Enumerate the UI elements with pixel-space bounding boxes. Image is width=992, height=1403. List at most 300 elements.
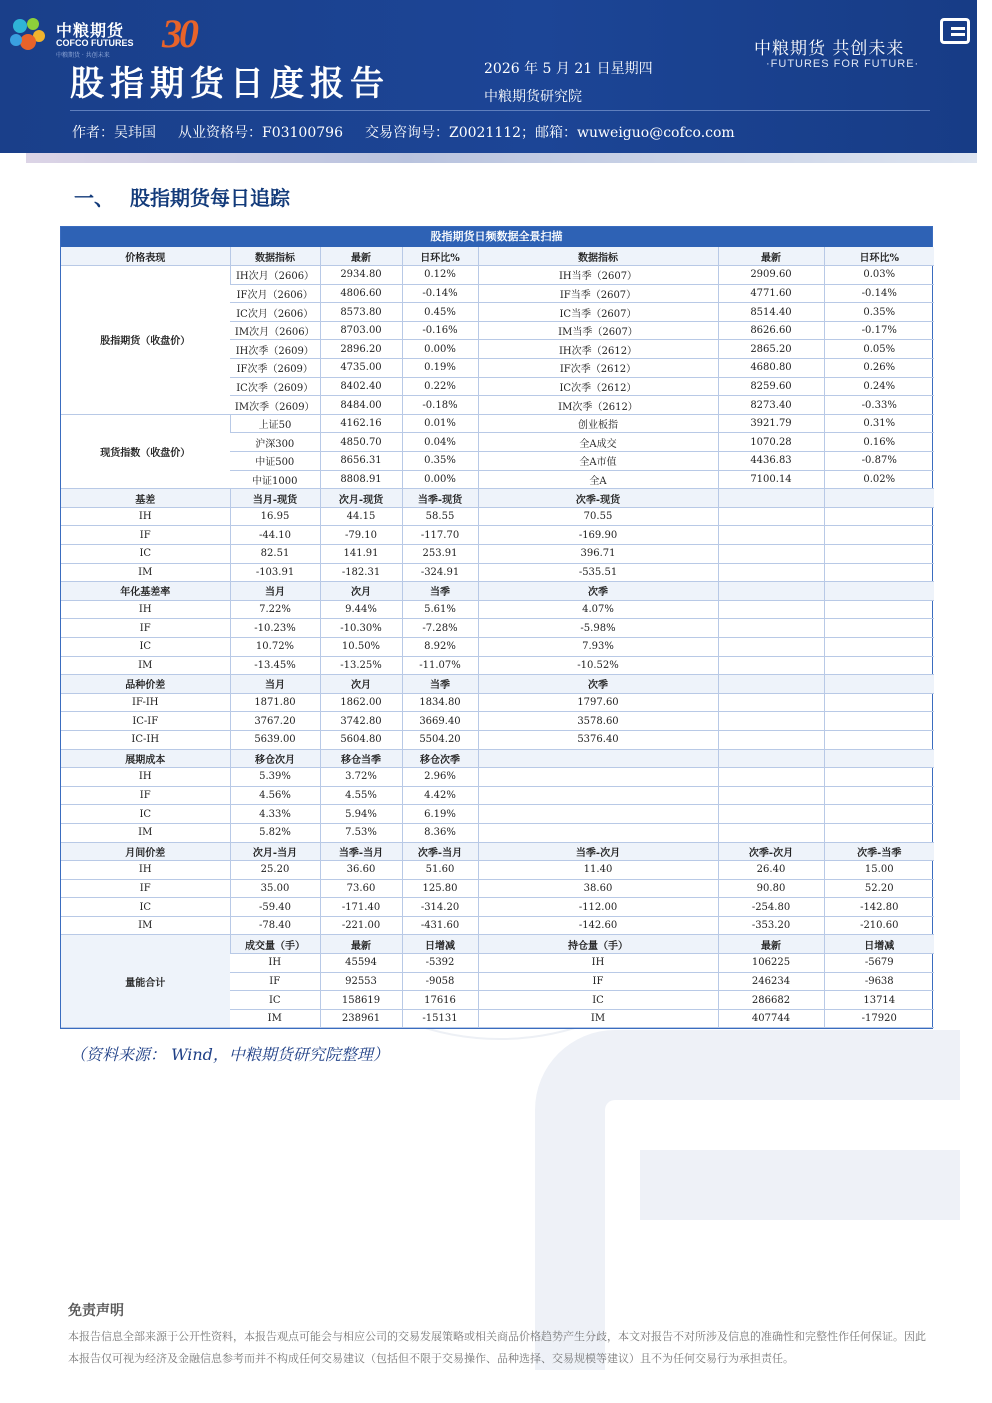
table-cell: -221.00 bbox=[320, 916, 402, 935]
table-cell: IM当季（2607） bbox=[478, 321, 718, 340]
table-cell: 0.19% bbox=[402, 359, 478, 378]
column-header: 最新 bbox=[718, 935, 824, 954]
table-row bbox=[61, 842, 934, 861]
table-cell: IF bbox=[61, 526, 230, 545]
group-label: 月间价差 bbox=[61, 842, 230, 861]
table-cell: 8514.40 bbox=[718, 303, 824, 322]
table-cell: 253.91 bbox=[402, 545, 478, 564]
table-cell: IC-IF bbox=[61, 712, 230, 731]
table-cell: 2865.20 bbox=[718, 340, 824, 359]
table-cell: 全A bbox=[478, 470, 718, 489]
table-row bbox=[61, 619, 934, 638]
section-title: 股指期货每日追踪 bbox=[130, 186, 290, 210]
table-cell: -0.33% bbox=[824, 396, 934, 415]
table-cell: IM bbox=[61, 916, 230, 935]
table-cell: 0.12% bbox=[402, 266, 478, 285]
table-cell: 7.22% bbox=[230, 600, 320, 619]
table-cell: -353.20 bbox=[718, 916, 824, 935]
column-header: 移仓当季 bbox=[320, 749, 402, 768]
table-cell: 25.20 bbox=[230, 861, 320, 880]
group-label: 年化基差率 bbox=[61, 582, 230, 601]
column-header: 次季 bbox=[478, 675, 718, 694]
column-header: 持仓量（手） bbox=[478, 935, 718, 954]
table-row bbox=[61, 916, 934, 935]
table-cell: 44.15 bbox=[320, 507, 402, 526]
table-cell: 8484.00 bbox=[320, 396, 402, 415]
table-cell: 2.96% bbox=[402, 768, 478, 787]
table-cell: 26.40 bbox=[718, 861, 824, 880]
table-cell: IH bbox=[230, 954, 320, 973]
empty-cell bbox=[718, 526, 824, 545]
table-cell: IF当季（2607） bbox=[478, 284, 718, 303]
column-header: 移仓次季 bbox=[402, 749, 478, 768]
empty-cell bbox=[718, 563, 824, 582]
column-header: 当季 bbox=[402, 675, 478, 694]
column-header: 当季-次月 bbox=[478, 842, 718, 861]
column-header: 价格表现 bbox=[61, 247, 230, 266]
table-cell: IF-IH bbox=[61, 693, 230, 712]
table-cell: 52.20 bbox=[824, 879, 934, 898]
data-table bbox=[60, 226, 933, 1029]
table-row bbox=[61, 786, 934, 805]
table-cell: 238961 bbox=[320, 1009, 402, 1028]
table-cell: -13.45% bbox=[230, 656, 320, 675]
table-cell: -210.60 bbox=[824, 916, 934, 935]
table-cell: 0.03% bbox=[824, 266, 934, 285]
table-cell: -5.98% bbox=[478, 619, 718, 638]
table-cell: -17920 bbox=[824, 1009, 934, 1028]
table-cell: 上证50 bbox=[230, 414, 320, 433]
slogan-cn: 中粮期货 共创未来 bbox=[754, 39, 905, 59]
table-cell: 13714 bbox=[824, 991, 934, 1010]
table-cell: 0.04% bbox=[402, 433, 478, 452]
table-cell: -79.10 bbox=[320, 526, 402, 545]
data-source-note: （资料来源： Wind，中粮期货研究院整理） bbox=[70, 1045, 389, 1064]
group-label: 展期成本 bbox=[61, 749, 230, 768]
table-cell: 1871.80 bbox=[230, 693, 320, 712]
table-cell: IC次季（2612） bbox=[478, 377, 718, 396]
table-cell: -5392 bbox=[402, 954, 478, 973]
table-cell: 5604.80 bbox=[320, 730, 402, 749]
slogan-en: ·FUTURES FOR FUTURE· bbox=[766, 58, 920, 70]
report-date: 2026 年 5 月 21 日星期四 bbox=[484, 61, 653, 77]
table-cell: -11.07% bbox=[402, 656, 478, 675]
empty-cell bbox=[824, 712, 934, 731]
empty-cell bbox=[824, 563, 934, 582]
table-cell: 1862.00 bbox=[320, 693, 402, 712]
author-name: 作者：吴玮国 bbox=[72, 125, 156, 141]
table-cell: 7100.14 bbox=[718, 470, 824, 489]
column-header: 次月-当月 bbox=[230, 842, 320, 861]
table-cell: -0.17% bbox=[824, 321, 934, 340]
empty-cell bbox=[718, 693, 824, 712]
table-cell: 246234 bbox=[718, 972, 824, 991]
table-cell: IH bbox=[61, 600, 230, 619]
section-number: 一、 bbox=[74, 186, 114, 210]
table-cell: 45594 bbox=[320, 954, 402, 973]
table-row bbox=[61, 675, 934, 694]
table-cell: 1797.60 bbox=[478, 693, 718, 712]
table-cell: IH当季（2607） bbox=[478, 266, 718, 285]
group-label: 现货指数（收盘价） bbox=[61, 414, 230, 488]
header-photo-strip bbox=[26, 153, 977, 163]
column-header: 当季 bbox=[402, 582, 478, 601]
table-row bbox=[61, 693, 934, 712]
table-cell: IC bbox=[230, 991, 320, 1010]
table-row bbox=[61, 266, 934, 285]
table-row bbox=[61, 861, 934, 880]
table-row bbox=[61, 898, 934, 917]
table-cell: -7.28% bbox=[402, 619, 478, 638]
table-row bbox=[61, 637, 934, 656]
empty-cell bbox=[824, 805, 934, 824]
table-cell: 8573.80 bbox=[320, 303, 402, 322]
empty-cell bbox=[718, 507, 824, 526]
empty-cell bbox=[824, 768, 934, 787]
empty-cell bbox=[824, 693, 934, 712]
table-cell: -112.00 bbox=[478, 898, 718, 917]
table-cell: 5504.20 bbox=[402, 730, 478, 749]
column-header: 次月-现货 bbox=[320, 489, 402, 508]
table-cell: -117.70 bbox=[402, 526, 478, 545]
table-cell: IM bbox=[61, 823, 230, 842]
table-row bbox=[61, 526, 934, 545]
group-label: 股指期货（收盘价） bbox=[61, 266, 230, 415]
qualification-number: 从业资格号：F03100796 bbox=[178, 125, 343, 141]
column-header: 当月-现货 bbox=[230, 489, 320, 508]
table-cell: 2909.60 bbox=[718, 266, 824, 285]
consult-and-email: 交易咨询号：Z0021112；邮箱：wuweiguo@cofco.com bbox=[364, 125, 735, 141]
data-grid bbox=[61, 247, 934, 1028]
table-cell: IC-IH bbox=[61, 730, 230, 749]
table-cell: -254.80 bbox=[718, 898, 824, 917]
table-cell: 16.95 bbox=[230, 507, 320, 526]
table-cell: 3742.80 bbox=[320, 712, 402, 731]
table-cell: IM bbox=[230, 1009, 320, 1028]
table-cell: 6.19% bbox=[402, 805, 478, 824]
table-cell: -13.25% bbox=[320, 656, 402, 675]
table-cell: -431.60 bbox=[402, 916, 478, 935]
table-cell: -169.90 bbox=[478, 526, 718, 545]
table-cell: 3767.20 bbox=[230, 712, 320, 731]
empty-cell bbox=[478, 786, 718, 805]
table-cell: -78.40 bbox=[230, 916, 320, 935]
column-header: 日增减 bbox=[824, 935, 934, 954]
table-cell: -314.20 bbox=[402, 898, 478, 917]
table-cell: 4162.16 bbox=[320, 414, 402, 433]
table-cell: 4.33% bbox=[230, 805, 320, 824]
table-cell: 全A市值 bbox=[478, 452, 718, 471]
table-cell: 38.60 bbox=[478, 879, 718, 898]
table-cell: 0.22% bbox=[402, 377, 478, 396]
table-cell: 沪深300 bbox=[230, 433, 320, 452]
empty-cell bbox=[718, 489, 824, 508]
table-cell: 5.94% bbox=[320, 805, 402, 824]
table-cell: 51.60 bbox=[402, 861, 478, 880]
table-cell: IF次月（2606） bbox=[230, 284, 320, 303]
table-row bbox=[61, 600, 934, 619]
table-row bbox=[61, 563, 934, 582]
table-cell: 0.45% bbox=[402, 303, 478, 322]
table-cell: 0.02% bbox=[824, 470, 934, 489]
column-header: 成交量（手） bbox=[230, 935, 320, 954]
table-cell: IF bbox=[61, 879, 230, 898]
table-cell: 158619 bbox=[320, 991, 402, 1010]
table-cell: 8656.31 bbox=[320, 452, 402, 471]
table-cell: IF次季（2612） bbox=[478, 359, 718, 378]
empty-cell bbox=[718, 768, 824, 787]
column-header: 当月 bbox=[230, 675, 320, 694]
table-cell: IH bbox=[61, 768, 230, 787]
table-cell: IC bbox=[61, 805, 230, 824]
table-cell: IM bbox=[478, 1009, 718, 1028]
table-cell: 全A成交 bbox=[478, 433, 718, 452]
table-cell: IH bbox=[478, 954, 718, 973]
table-cell: 8703.00 bbox=[320, 321, 402, 340]
table-cell: IM bbox=[61, 656, 230, 675]
table-cell: 4.55% bbox=[320, 786, 402, 805]
empty-cell bbox=[718, 545, 824, 564]
column-header: 日环比% bbox=[824, 247, 934, 266]
table-cell: -0.87% bbox=[824, 452, 934, 471]
column-header: 次季-当月 bbox=[402, 842, 478, 861]
cofco-logo-icon bbox=[8, 16, 48, 54]
table-row bbox=[61, 749, 934, 768]
table-cell: 5.82% bbox=[230, 823, 320, 842]
table-cell: IH bbox=[61, 861, 230, 880]
table-cell: IC bbox=[61, 545, 230, 564]
table-cell: 4850.70 bbox=[320, 433, 402, 452]
table-cell: 4.56% bbox=[230, 786, 320, 805]
table-row bbox=[61, 414, 934, 433]
table-cell: 10.50% bbox=[320, 637, 402, 656]
table-cell: IH bbox=[61, 507, 230, 526]
report-header bbox=[0, 0, 977, 153]
table-cell: 5.39% bbox=[230, 768, 320, 787]
table-cell: 92553 bbox=[320, 972, 402, 991]
table-cell: IC次季（2609） bbox=[230, 377, 320, 396]
empty-cell bbox=[718, 675, 824, 694]
table-cell: -0.14% bbox=[402, 284, 478, 303]
empty-cell bbox=[478, 823, 718, 842]
logo-en-text: COFCO FUTURES bbox=[56, 38, 134, 48]
table-cell: 0.05% bbox=[824, 340, 934, 359]
table-cell: 0.35% bbox=[824, 303, 934, 322]
column-header: 次季 bbox=[478, 582, 718, 601]
table-cell: -59.40 bbox=[230, 898, 320, 917]
table-cell: 0.01% bbox=[402, 414, 478, 433]
table-cell: 8259.60 bbox=[718, 377, 824, 396]
empty-cell bbox=[718, 600, 824, 619]
table-row bbox=[61, 545, 934, 564]
table-cell: 3.72% bbox=[320, 768, 402, 787]
empty-cell bbox=[718, 823, 824, 842]
table-cell: 0.00% bbox=[402, 470, 478, 489]
table-cell: 4735.00 bbox=[320, 359, 402, 378]
table-cell: 0.16% bbox=[824, 433, 934, 452]
empty-cell bbox=[718, 805, 824, 824]
table-cell: 82.51 bbox=[230, 545, 320, 564]
table-cell: 15.00 bbox=[824, 861, 934, 880]
empty-cell bbox=[824, 786, 934, 805]
table-cell: 5376.40 bbox=[478, 730, 718, 749]
table-cell: 4806.60 bbox=[320, 284, 402, 303]
table-cell: IC当季（2607） bbox=[478, 303, 718, 322]
column-header: 移仓次月 bbox=[230, 749, 320, 768]
table-cell: 73.60 bbox=[320, 879, 402, 898]
table-cell: 4680.80 bbox=[718, 359, 824, 378]
table-title: 股指期货日频数据全景扫描 bbox=[61, 227, 932, 247]
empty-cell bbox=[824, 582, 934, 601]
table-cell: -0.14% bbox=[824, 284, 934, 303]
column-header: 数据指标 bbox=[478, 247, 718, 266]
table-cell: 4.07% bbox=[478, 600, 718, 619]
table-cell: -142.80 bbox=[824, 898, 934, 917]
table-cell: 2896.20 bbox=[320, 340, 402, 359]
table-cell: 10.72% bbox=[230, 637, 320, 656]
table-cell: 90.80 bbox=[718, 879, 824, 898]
table-cell: -9638 bbox=[824, 972, 934, 991]
table-cell: 0.31% bbox=[824, 414, 934, 433]
empty-cell bbox=[824, 526, 934, 545]
table-cell: 0.35% bbox=[402, 452, 478, 471]
table-cell: 35.00 bbox=[230, 879, 320, 898]
table-cell: 8626.60 bbox=[718, 321, 824, 340]
empty-cell bbox=[824, 675, 934, 694]
table-cell: IM次季（2609） bbox=[230, 396, 320, 415]
table-cell: 1070.28 bbox=[718, 433, 824, 452]
table-cell: -142.60 bbox=[478, 916, 718, 935]
table-cell: 4.42% bbox=[402, 786, 478, 805]
table-cell: IC bbox=[478, 991, 718, 1010]
watermark-logo-bar bbox=[640, 1150, 960, 1220]
column-header: 次月 bbox=[320, 582, 402, 601]
table-row bbox=[61, 935, 934, 954]
table-cell: 中证500 bbox=[230, 452, 320, 471]
table-cell: 7.93% bbox=[478, 637, 718, 656]
table-cell: IH次季（2609） bbox=[230, 340, 320, 359]
empty-cell bbox=[718, 730, 824, 749]
table-cell: IF次季（2609） bbox=[230, 359, 320, 378]
empty-cell bbox=[824, 730, 934, 749]
table-row bbox=[61, 247, 934, 266]
table-cell: IF bbox=[61, 786, 230, 805]
empty-cell bbox=[824, 619, 934, 638]
anniversary-number: 30 bbox=[162, 11, 196, 56]
table-row bbox=[61, 656, 934, 675]
table-row bbox=[61, 730, 934, 749]
column-header: 日增减 bbox=[402, 935, 478, 954]
table-cell: 0.24% bbox=[824, 377, 934, 396]
column-header: 次季-次月 bbox=[718, 842, 824, 861]
table-cell: IM次季（2612） bbox=[478, 396, 718, 415]
table-row bbox=[61, 879, 934, 898]
table-cell: 17616 bbox=[402, 991, 478, 1010]
table-cell: IH次月（2606） bbox=[230, 266, 320, 285]
table-cell: 8.92% bbox=[402, 637, 478, 656]
table-cell: 8273.40 bbox=[718, 396, 824, 415]
table-cell: -10.30% bbox=[320, 619, 402, 638]
institute-name: 中粮期货研究院 bbox=[484, 89, 582, 105]
table-cell: 36.60 bbox=[320, 861, 402, 880]
table-cell: -171.40 bbox=[320, 898, 402, 917]
table-cell: -103.91 bbox=[230, 563, 320, 582]
empty-cell bbox=[824, 507, 934, 526]
logo-small-slogan: 中粮期货 · 共创未来 bbox=[56, 52, 110, 59]
table-cell: 8.36% bbox=[402, 823, 478, 842]
table-cell: IC bbox=[61, 898, 230, 917]
table-cell: IM bbox=[61, 563, 230, 582]
table-row bbox=[61, 507, 934, 526]
header-divider bbox=[70, 110, 930, 111]
table-cell: 125.80 bbox=[402, 879, 478, 898]
table-cell: 3669.40 bbox=[402, 712, 478, 731]
empty-cell bbox=[824, 545, 934, 564]
table-cell: IF bbox=[478, 972, 718, 991]
column-header: 次季-当季 bbox=[824, 842, 934, 861]
table-row bbox=[61, 823, 934, 842]
column-header: 日环比% bbox=[402, 247, 478, 266]
table-cell: 58.55 bbox=[402, 507, 478, 526]
group-label: 量能合计 bbox=[61, 935, 230, 1028]
table-cell: -0.16% bbox=[402, 321, 478, 340]
table-cell: 0.26% bbox=[824, 359, 934, 378]
table-cell: -9058 bbox=[402, 972, 478, 991]
table-cell: -44.10 bbox=[230, 526, 320, 545]
empty-cell bbox=[824, 656, 934, 675]
logo-cn-text: 中粮期货 bbox=[56, 21, 125, 40]
column-header: 当季-现货 bbox=[402, 489, 478, 508]
column-header: 当季-当月 bbox=[320, 842, 402, 861]
empty-cell bbox=[824, 637, 934, 656]
table-cell: -0.18% bbox=[402, 396, 478, 415]
empty-cell bbox=[718, 582, 824, 601]
table-cell: IF bbox=[230, 972, 320, 991]
table-cell: 5639.00 bbox=[230, 730, 320, 749]
table-cell: IH次季（2612） bbox=[478, 340, 718, 359]
disclaimer-title: 免责声明 bbox=[68, 1303, 124, 1319]
table-cell: -535.51 bbox=[478, 563, 718, 582]
empty-cell bbox=[478, 749, 718, 768]
table-cell: 11.40 bbox=[478, 861, 718, 880]
table-cell: 5.61% bbox=[402, 600, 478, 619]
table-cell: -15131 bbox=[402, 1009, 478, 1028]
table-cell: 7.53% bbox=[320, 823, 402, 842]
disclaimer-text: 本报告信息全部来源于公开性资料，本报告观点可能会与相应公司的交易发展策略或相关商品价格趋势产生分歧，本文对报告不对所涉及信息的准确性和完整性作任何保证。因此本报告仅可视为经济及金融信息参考而并不构成任何交易建议（包括但不限于交易操作、品种选择、交易规模等建议）且不为任何交易行为承担责任。 bbox=[68, 1330, 926, 1365]
empty-cell bbox=[824, 600, 934, 619]
table-cell: 1834.80 bbox=[402, 693, 478, 712]
table-cell: 3578.60 bbox=[478, 712, 718, 731]
table-cell: IM次月（2606） bbox=[230, 321, 320, 340]
group-label: 品种价差 bbox=[61, 675, 230, 694]
column-header: 当月 bbox=[230, 582, 320, 601]
column-header: 最新 bbox=[320, 247, 402, 266]
column-header: 最新 bbox=[718, 247, 824, 266]
table-cell: 407744 bbox=[718, 1009, 824, 1028]
table-cell: 4436.83 bbox=[718, 452, 824, 471]
empty-cell bbox=[718, 786, 824, 805]
table-cell: IC次月（2606） bbox=[230, 303, 320, 322]
table-cell: 2934.80 bbox=[320, 266, 402, 285]
table-cell: 70.55 bbox=[478, 507, 718, 526]
empty-cell bbox=[718, 656, 824, 675]
empty-cell bbox=[718, 637, 824, 656]
table-cell: 141.91 bbox=[320, 545, 402, 564]
empty-cell bbox=[478, 768, 718, 787]
table-cell: 9.44% bbox=[320, 600, 402, 619]
table-cell: 396.71 bbox=[478, 545, 718, 564]
group-label: 基差 bbox=[61, 489, 230, 508]
